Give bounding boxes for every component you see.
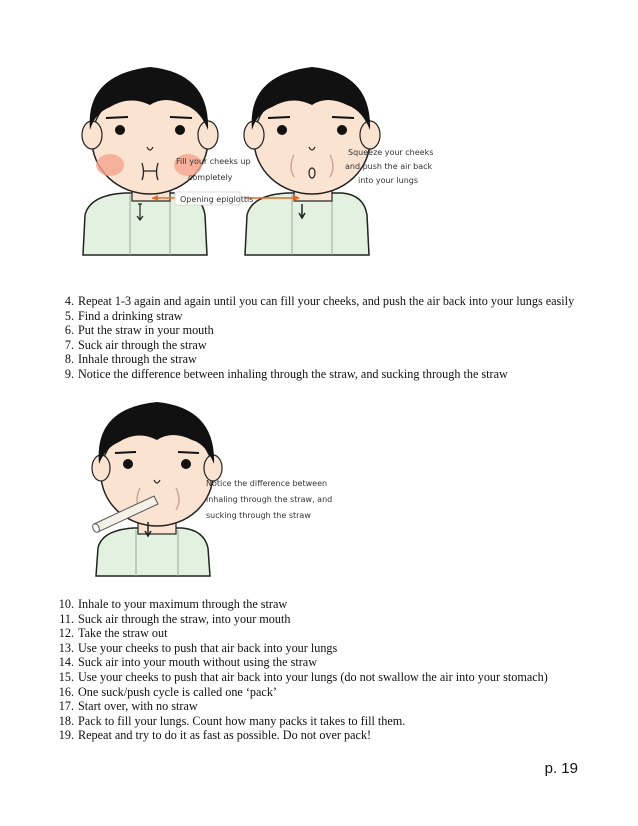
item-number: 9. <box>64 366 74 381</box>
instruction-list-first <box>50 294 598 382</box>
item-text: Use your cheeks to push that air back into your lungs <box>78 640 338 655</box>
figure-straw <box>88 398 348 578</box>
item-number: 17. <box>58 699 74 714</box>
item-number: 6. <box>64 323 74 338</box>
list-item <box>50 323 598 338</box>
item-number: 13. <box>58 640 74 655</box>
item-number: 8. <box>64 352 74 367</box>
list-item <box>50 641 598 656</box>
instruction-list-second <box>50 597 598 743</box>
list-item <box>50 597 598 612</box>
list-item <box>50 612 598 627</box>
item-number: 15. <box>58 669 74 684</box>
item-text: Suck air into your mouth without using the straw <box>78 655 317 670</box>
item-number: 4. <box>64 294 74 308</box>
item-number: 12. <box>58 626 74 641</box>
list-item <box>50 699 598 714</box>
list-item <box>50 294 598 309</box>
list-item <box>50 714 598 729</box>
item-text: Suck air through the straw <box>78 337 207 352</box>
item-number: 18. <box>58 713 74 728</box>
left-caption-line-2: completely <box>188 173 233 182</box>
item-text: Repeat and try to do it as fast as possible. Do not over pack! <box>78 728 372 743</box>
item-number: 14. <box>58 655 74 670</box>
item-text: Notice the difference between inhaling through the straw, and sucking through the straw <box>78 366 508 381</box>
straw-caption-line-3: sucking through the straw <box>206 511 311 520</box>
right-caption-line-2: and push the air back <box>345 162 433 171</box>
item-text: Suck air through the straw, into your mouth <box>78 611 291 626</box>
item-number: 5. <box>64 308 74 323</box>
straw-caption-line-2: inhaling through the straw, and <box>206 495 333 504</box>
figure-cheek-fill <box>70 55 434 260</box>
item-text: Repeat 1-3 again and again until you can fill your cheeks, and push the air back into your lungs easily <box>78 294 575 308</box>
list-item <box>50 309 598 324</box>
item-text: Take the straw out <box>78 626 168 641</box>
list-item <box>50 685 598 700</box>
list-item <box>50 670 598 685</box>
item-text: Find a drinking straw <box>78 308 183 323</box>
item-text: Inhale through the straw <box>78 352 197 367</box>
person-straw-illustration <box>92 402 222 576</box>
left-caption-line-1: Fill your cheeks up <box>176 157 251 166</box>
page-number: p. 19 <box>544 760 578 777</box>
item-number: 19. <box>58 728 74 743</box>
right-caption-line-3: into your lungs <box>358 176 419 185</box>
item-number: 7. <box>64 337 74 352</box>
item-text: Use your cheeks to push that air back into your lungs (do not swallow the air into your stomach) <box>78 669 548 684</box>
item-text: Pack to fill your lungs. Count how many packs it takes to fill them. <box>78 713 406 728</box>
list-item <box>50 367 598 382</box>
list-item <box>50 655 598 670</box>
list-item <box>50 728 598 743</box>
item-number: 16. <box>58 684 74 699</box>
straw-caption-line-1: Notice the difference between <box>206 479 328 488</box>
list-item <box>50 352 598 367</box>
item-text: Start over, with no straw <box>78 699 198 714</box>
item-text: One suck/push cycle is called one ‘pack’ <box>78 684 277 699</box>
item-text: Put the straw in your mouth <box>78 323 214 338</box>
item-number: 11. <box>59 611 74 626</box>
item-number: 10. <box>58 597 74 611</box>
epiglottis-label: Opening epiglottis <box>180 195 254 204</box>
right-caption-line-1: Squeeze your cheeks <box>348 148 434 157</box>
person-right-illustration <box>244 67 380 255</box>
item-text: Inhale to your maximum through the straw <box>78 597 288 611</box>
list-item <box>50 338 598 353</box>
list-item <box>50 626 598 641</box>
